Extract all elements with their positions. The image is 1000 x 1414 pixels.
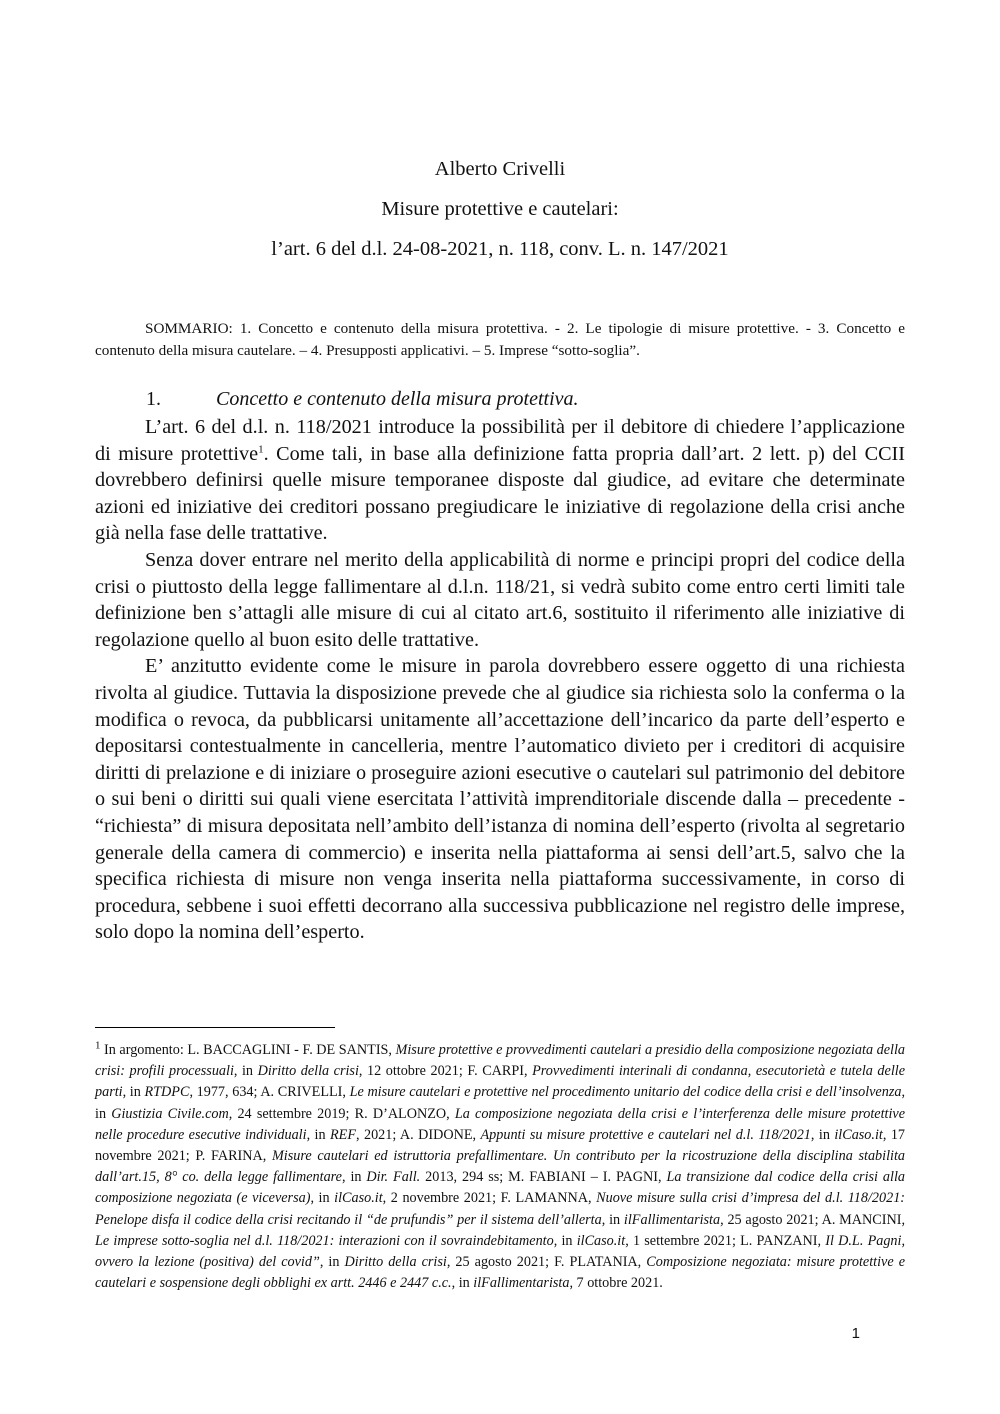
footnote-citation-title: Le imprese sotto-soglia nel d.l. 118/2021: interazioni con il sovraindebitamento: [95, 1232, 554, 1249]
footnote-reference[interactable]: 1: [258, 442, 264, 455]
footnote-citation-title: Giustizia Civile.com: [111, 1105, 229, 1122]
footnote-citation-text: , 12 ottobre 2021; F. CARPI,: [358, 1063, 533, 1080]
footnote-citation-title: Composizione negoziata: misure protettive e cautelari e sospensione degli obblighi ex artt. 2446 e 2447 c.c.: [95, 1254, 905, 1292]
section-title: Concetto e contenuto della misura protettiva.: [216, 388, 579, 410]
footnote-citation-title: Nuove misure sulla crisi d’impresa del d.l. 118/2021: Penelope disfa il codice della crisi recitando il “de prufundis” per il sistema dell’allerta: [95, 1190, 906, 1228]
footnote-citation-title: REF: [330, 1126, 356, 1143]
footnote-citation-title: Diritto della crisi: [344, 1254, 447, 1271]
footnote-citation-text: , in: [601, 1211, 624, 1228]
page-number: 1: [851, 1325, 860, 1342]
footnote-citation-title: La composizione negoziata della crisi e l’interferenza delle misure protettive nelle procedure esecutive individuali: [95, 1105, 906, 1143]
paragraph-3: E’ anzitutto evidente come le misure in parola dovrebbero essere oggetto di una richiesta rivolta al giudice. Tuttavia la disposizione prevede che al giudice sia richiesta solo la conferma o la modifica o revoca, da pubblicarsi unitamente all’accettazione dell’incarico da parte dell’esperto e depositarsi contestualmente in cancelleria, mentre l’automatico divieto per i creditori di acquisire diritti di prelazione e di iniziare o proseguire azioni esecutive o cautelari sul patrimonio del debitore o sui beni o diritti sui quali viene esercitata l’attività imprenditoriale discende dalla – precedente - “richiesta” di misura depositata nell’ambito dell’istanza di nomina dell’esperto (rivolta al segretario generale della camera di commercio) e inserita nella piattaforma ai sensi dell’art.5, salvo che la specifica richiesta di misure non venga inserita nella piattaforma successivamente, in corso di procedura, sebbene i suoi effetti decorrano alla successiva pubblicazione nel registro delle imprese, solo dopo la nomina dell’esperto.: [95, 655, 905, 944]
article-title-line2: l’art. 6 del d.l. 24-08-2021, n. 118, conv. L. n. 147/2021: [271, 238, 729, 260]
footnote-citation-text: 2013, 294 ss; M. FABIANI – I. PAGNI,: [420, 1169, 667, 1186]
footnote-citation-title: Appunti su misure protettive e cautelari nel d.l. 118/2021: [480, 1126, 811, 1143]
footnote-separator: [95, 1027, 335, 1028]
footnote-citation-title: ilCaso.it: [834, 1126, 883, 1143]
body-text: [95, 414, 905, 946]
footnote-citation-title: La transizione dal codice della crisi alla composizione negoziata (e viceversa): [95, 1169, 905, 1207]
footnote-citation-text: , in: [122, 1084, 145, 1101]
footnote-citation-title: Misure cautelari ed istruttoria prefallimentare. Un contributo per la ricostruzione della disciplina stabilita dall’art.15, 8° co. della legge fallimentare: [95, 1148, 905, 1186]
footnote-citation-text: , 1 settembre 2021; L. PANZANI,: [625, 1232, 826, 1249]
footnote-citation-text: , in: [233, 1063, 258, 1080]
section-number: 1.: [146, 388, 161, 410]
footnote-citation-title: RTDPC: [144, 1084, 190, 1101]
footnote-citation-title: ilCaso.it: [334, 1190, 383, 1207]
footnote-citation-text: , 25 agosto 2021; A. MANCINI,: [720, 1211, 905, 1228]
paragraph-1-text-a: L’art. 6 del d.l. n. 118/2021 introduce la possibilità per il debitore di chiedere l’applicazione di misure protettive: [95, 416, 905, 465]
section-heading: [146, 388, 579, 411]
footnote-citation-text: , 17 novembre 2021; P. FARINA,: [95, 1126, 906, 1165]
footnote-citation-title: Provvedimenti interinali di condanna, esecutorietà e tutela delle parti: [95, 1063, 906, 1101]
footnote-mark: 1: [95, 1039, 101, 1052]
footnote-citation-title: Misure protettive e provvedimenti cautelari a presidio della composizione negoziata della crisi: profili processuali: [95, 1042, 905, 1080]
footnote-citation-text: , in: [553, 1232, 577, 1249]
article-title-line1: Misure protettive e cautelari:: [381, 198, 619, 220]
footnote-citation-text: , 24 settembre 2019; R. D’ALONZO,: [228, 1105, 455, 1122]
footnote-citation-title: ilFallimentarista: [623, 1211, 721, 1228]
footnote-citation-text: , in: [810, 1126, 835, 1143]
footnote-citation-text: , 25 agosto 2021; F. PLATANIA,: [446, 1254, 647, 1271]
footnote-citation-text: , in: [319, 1254, 345, 1271]
footnote-citation-text: , in: [310, 1190, 335, 1207]
footnote-citation-title: Diritto della crisi: [257, 1063, 359, 1080]
footnote-citation-text: , in: [306, 1126, 330, 1143]
footnote-text: [95, 1042, 905, 1291]
paragraph-1-text-b: . Come tali, in base alla definizione fatta propria dall’art. 2 lett. p) del CCII dovrebbero definirsi quelle misure temporanee disposte dal giudice, ad evitare che determinate azioni ed iniziative dei creditori possano pregiudicare le iniziative di regolazione della crisi anche già nella fase delle trattative.: [95, 442, 905, 545]
author-name: Alberto Crivelli: [434, 158, 566, 180]
paragraph-2: Senza dover entrare nel merito della applicabilità di norme e principi propri del codice della crisi o piuttosto della legge fallimentare al d.l.n. 118/21, si vedrà subito come entro certi limiti tale definizione ben s’attagli alle misure di cui al citato art.6, sostituito il riferimento alle iniziative di regolazione quello al buon esito delle trattative.: [95, 548, 905, 651]
footnote-citation-title: ilCaso.it: [576, 1232, 626, 1249]
footnote-citation-title: Il D.L. Pagni, ovvero la lezione (positiva) del covid”: [95, 1232, 906, 1271]
footnote-1: [95, 1040, 905, 1294]
footnote-citation-title: ilFallimentarista: [473, 1275, 570, 1292]
footnote-citation-text: , 7 ottobre 2021.: [569, 1275, 663, 1292]
footnote-citation-title: Dir. Fall.: [366, 1169, 421, 1186]
footnote-citation-title: Le misure cautelari e protettive nel procedimento unitario del codice della crisi e dell’insolvenza: [349, 1084, 902, 1101]
footnote-citation-text: , 2 novembre 2021; F. LAMANNA,: [382, 1190, 597, 1207]
footnote-citation-text: , 2021; A. DIDONE,: [356, 1126, 481, 1143]
footnote-citation-text: , in: [341, 1169, 367, 1186]
footnote-citation-text: , in: [451, 1275, 474, 1292]
summary-abstract: SOMMARIO: 1. Concetto e contenuto della misura protettiva. - 2. Le tipologie di misure protettive. - 3. Concetto e contenuto della misura cautelare. – 4. Presupposti applicativi. – 5. Imprese “sotto-soglia”.: [95, 320, 905, 359]
footnote-citation-text: , 1977, 634; A. CRIVELLI,: [189, 1084, 350, 1101]
footnote-citation-text: , in: [95, 1084, 905, 1122]
footnote-citation-text: In argomento: L. BACCAGLINI - F. DE SANTIS,: [100, 1042, 396, 1058]
paragraph-1: [95, 414, 905, 547]
